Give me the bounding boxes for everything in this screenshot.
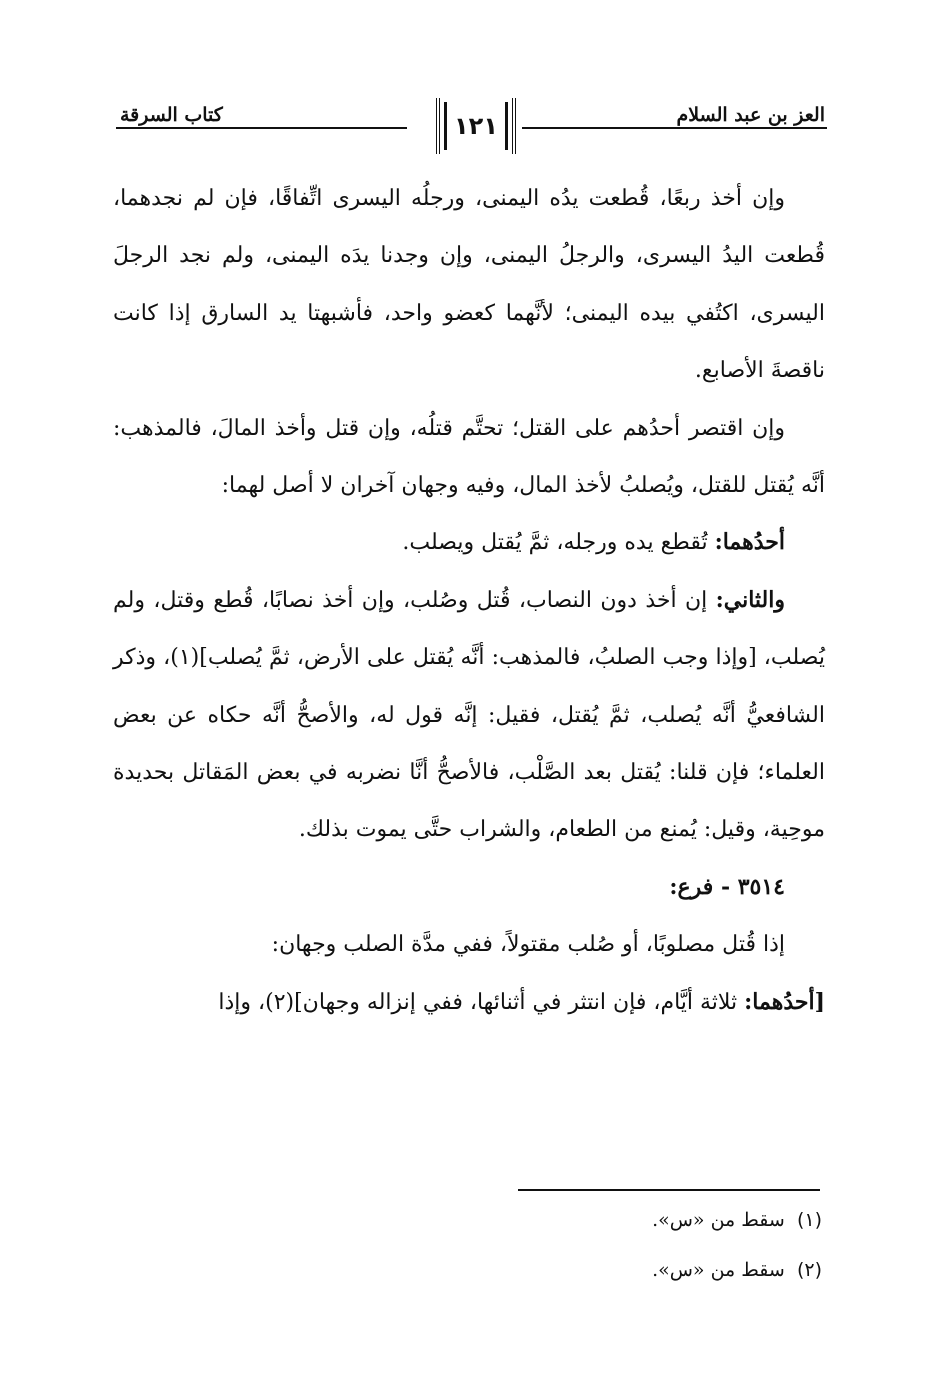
footnote (322, 1205, 822, 1255)
paragraph (113, 514, 825, 571)
header-rule-left (116, 127, 407, 129)
section-heading (113, 859, 825, 916)
page-number-frame (436, 98, 516, 154)
running-head-author: العز بن عبد السلام (676, 104, 825, 126)
header-rule-right (522, 127, 827, 129)
footnotes (322, 1205, 822, 1305)
footnote-text: سقط من «س». (652, 1259, 785, 1281)
footnote (322, 1255, 822, 1305)
paragraph-lead: أحدُهما: (714, 529, 785, 556)
paragraph (113, 170, 825, 400)
paragraph-text: ثلاثة أيَّام، فإن انتثر في أثنائها، ففي إنزاله وجهان](٢)، وإذا (218, 989, 745, 1015)
running-head-chapter: كتاب السرقة (120, 104, 223, 126)
paragraph-text: إذا قُتل مصلوبًا، أو صُلب مقتولاً، ففي مدَّة الصلب وجهان: (271, 932, 785, 958)
section-number: ٣٥١٤ - فرع: (669, 873, 785, 900)
paragraph-text: تُقطع يده ورجله، ثمَّ يُقتل ويصلب. (402, 530, 715, 556)
paragraph-text: وإن أخذ ربعًا، قُطعت يدُه اليمنى، ورجلُه اليسرى اتِّفاقًا، فإن لم نجدهما، قُطعت اليدُ اليسرى، والرجلُ اليمنى، وإن وجدنا يدَه اليمنى، ولم نجد الرجلَ اليسرى، اكتُفي بيده اليمنى؛ لأنَّهما كعضو واحد، فأشبهتا يد السارق إذا كانت ناقصةَ الأصابع. (113, 186, 825, 384)
page-header (0, 96, 937, 166)
footnote-text: سقط من «س». (652, 1209, 785, 1231)
footnote-number: (١) (796, 1209, 822, 1231)
page-number: ١٢١ (454, 112, 498, 140)
paragraph-lead: [أحدُهما: (744, 988, 825, 1015)
paragraph (113, 974, 825, 1031)
paragraph-text: إن أخذ دون النصاب، قُتل وصُلب، وإن أخذ نصابًا، قُطع وقتل، ولم يُصلب، [وإذا وجب الصلبُ، فالمذهب: أنَّه يُقتل على الأرض، ثمَّ يُصلب](١)، وذكر الشافعيُّ أنَّه يُصلب، ثمَّ يُقتل، فقيل: إنَّه قول له، والأصحُّ أنَّه حكاه عن بعض العلماء؛ فإن قلنا: يُقتل بعد الصَّلْب، فالأصحُّ أنَّا نضربه في بعض المَقاتل بحديدة موحِية، وقيل: يُمنع من الطعام، والشراب حتَّى يموت بذلك. (113, 587, 825, 843)
paragraph (113, 572, 825, 859)
paragraph-text: وإن اقتصر أحدُهم على القتل؛ تحتَّم قتلُه، وإن قتل وأخذ المالَ، فالمذهب: أنَّه يُقتل للقتل، ويُصلبُ لأخذ المال، وفيه وجهان آخران لا أصل لهما: (113, 415, 825, 499)
paragraph (113, 916, 825, 973)
paragraph-lead: والثاني: (715, 586, 785, 613)
paragraph (113, 400, 825, 515)
page-body (113, 170, 825, 1031)
footnote-number: (٢) (796, 1259, 822, 1281)
footnote-separator (518, 1189, 820, 1191)
